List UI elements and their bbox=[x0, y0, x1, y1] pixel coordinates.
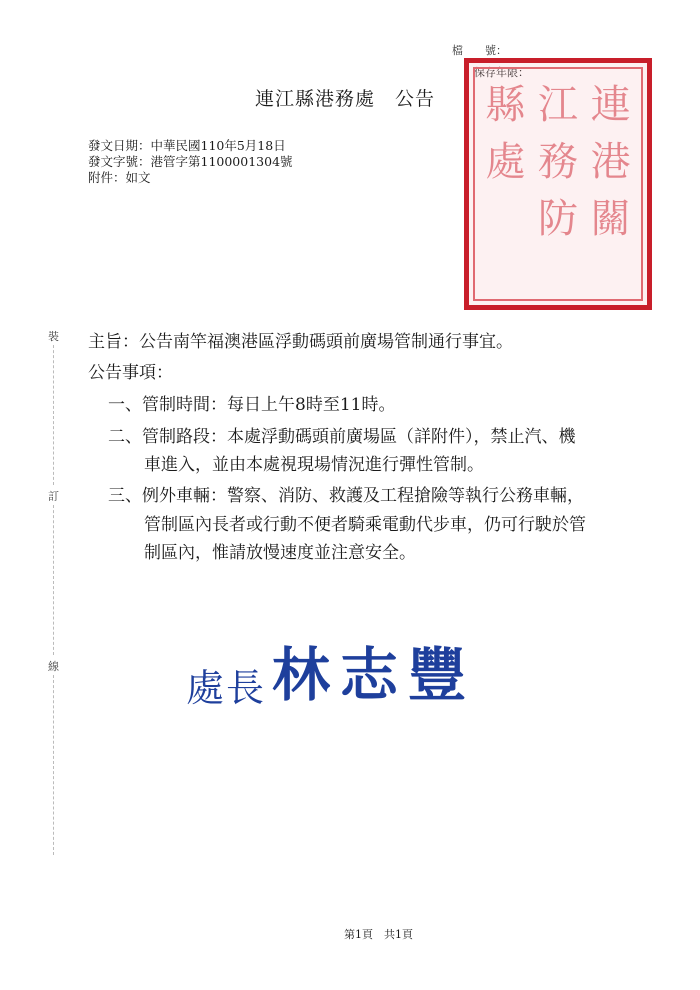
item-3-line-1: 三、例外車輛：警察、消防、救護及工程搶險等執行公務車輛， bbox=[108, 486, 584, 506]
binding-char-xian: 線 bbox=[48, 660, 59, 673]
seal-char: 務 bbox=[538, 139, 579, 185]
item-3-line-2: 管制區內長者或行動不便者騎乘電動代步車，仍可行駛於管 bbox=[144, 515, 586, 535]
retention-label: 保存年限： bbox=[474, 66, 529, 79]
subject: 主旨：公告南竿福澳港區浮動碼頭前廣場管制通行事宜。 bbox=[88, 332, 513, 352]
signature-title: 處長 bbox=[186, 666, 267, 710]
official-seal bbox=[464, 58, 652, 310]
binding-line bbox=[53, 345, 54, 485]
seal-char: 關 bbox=[590, 196, 631, 242]
binding-char-zhuang: 裝 bbox=[48, 330, 59, 343]
binding-line bbox=[53, 675, 54, 855]
seal-char: 處 bbox=[485, 139, 526, 185]
signature-block bbox=[186, 628, 476, 712]
seal-char: 港 bbox=[590, 139, 631, 185]
signature-name: 林志豐 bbox=[272, 641, 477, 709]
item-2-line-2: 車進入，並由本處視現場情況進行彈性管制。 bbox=[144, 455, 484, 475]
file-number-label: 檔 號： bbox=[452, 44, 507, 57]
issue-date: 發文日期：中華民國110年5月18日 bbox=[88, 138, 286, 153]
seal-char: 縣 bbox=[485, 82, 526, 128]
seal-grid bbox=[479, 73, 637, 295]
item-2-line-1: 二、管制路段：本處浮動碼頭前廣場區（詳附件），禁止汽、機 bbox=[108, 427, 576, 447]
binding-char-ding: 訂 bbox=[48, 490, 59, 503]
binding-line bbox=[53, 505, 54, 655]
items-heading: 公告事項： bbox=[88, 363, 173, 383]
item-3-line-3: 制區內，惟請放慢速度並注意安全。 bbox=[144, 543, 416, 563]
attachment: 附件：如文 bbox=[88, 170, 151, 185]
seal-char: 江 bbox=[538, 82, 579, 128]
item-1: 一、管制時間：每日上午8時至11時。 bbox=[108, 395, 396, 415]
document-number: 發文字號：港管字第1100001304號 bbox=[88, 154, 293, 169]
document-title: 連江縣港務處 公告 bbox=[255, 88, 436, 110]
seal-char: 連 bbox=[590, 82, 631, 128]
seal-char: 防 bbox=[538, 196, 579, 242]
page-number: 第1頁 共1頁 bbox=[344, 928, 413, 941]
